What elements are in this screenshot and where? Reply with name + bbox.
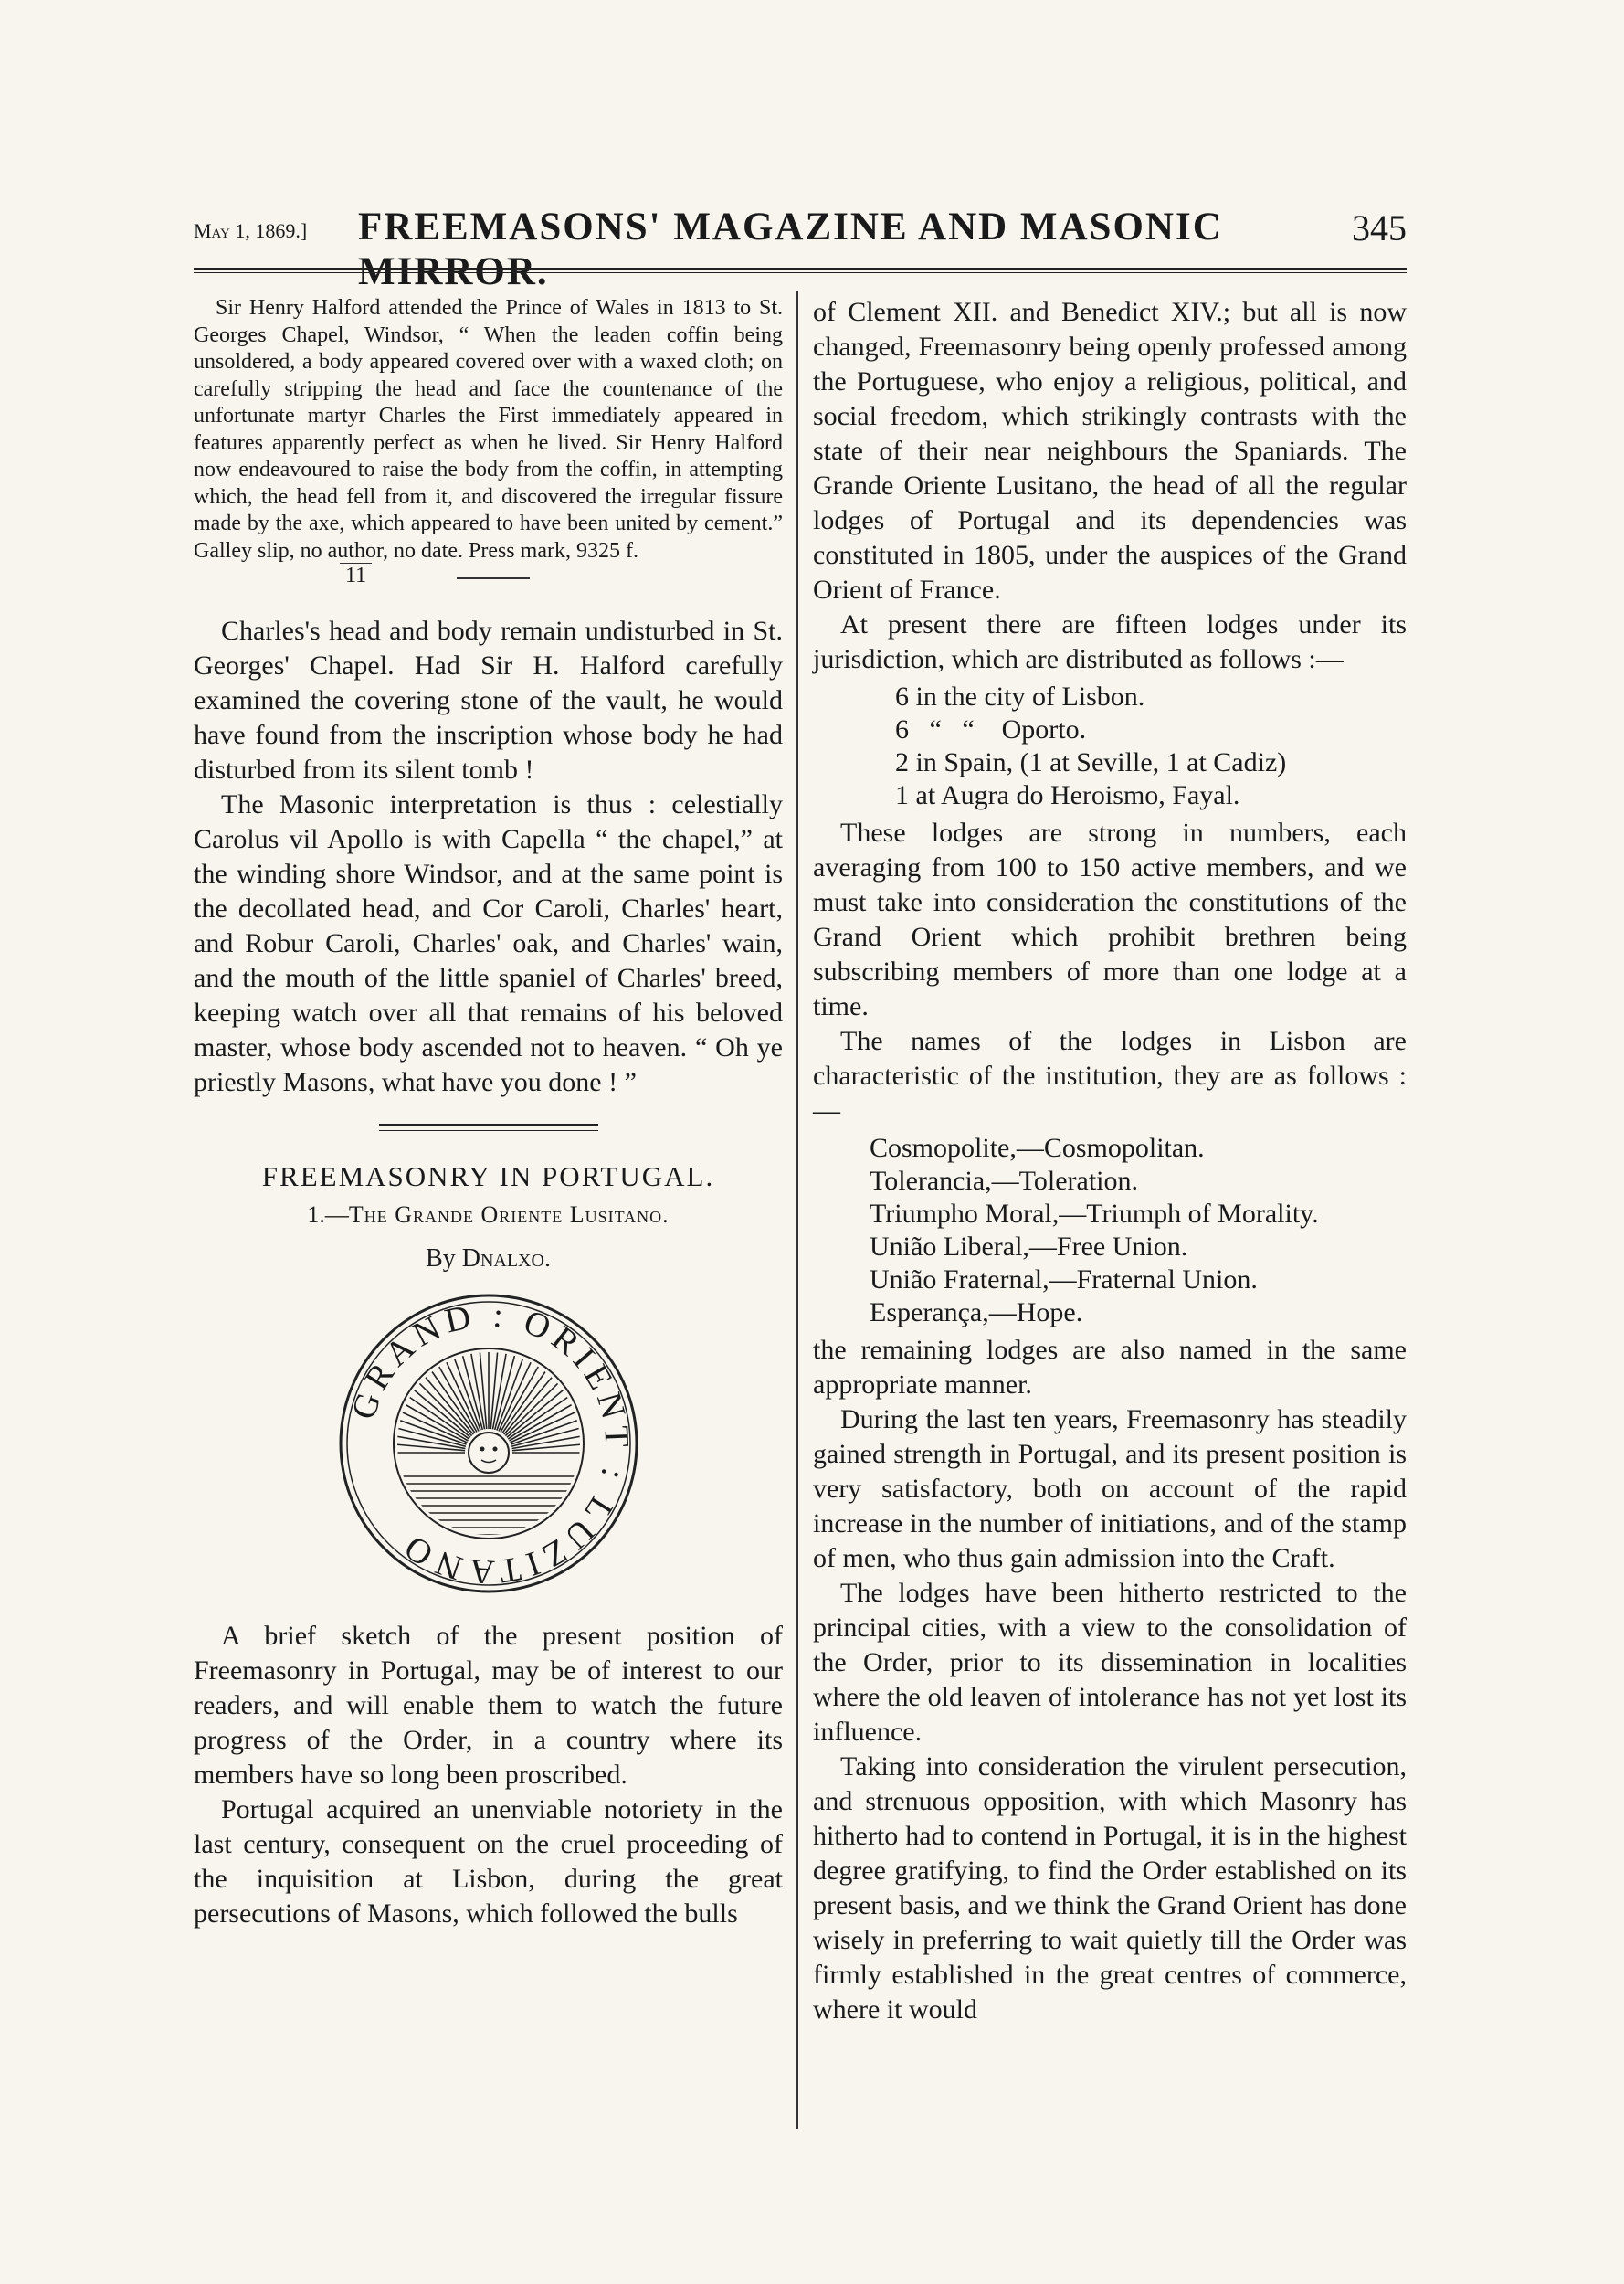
paragraph-jurisdiction: At present there are fifteen lodges under its jurisdiction, which are distributed as follows :— xyxy=(813,609,1407,674)
sun-face-icon xyxy=(469,1433,509,1473)
paragraph-clement: of Clement XII. and Benedict XIV.; but all is now changed, Freemasonry being openly professed among the Portuguese, who enjoy a religious, political, and social freedom, which strikingly contrasts with the state of their near neighbours the Spaniards. The Grande Oriente Lusitano, the head of all the regular lodges of Portugal and its dependencies was constituted in 1805, under the auspices of the Grand Orient of France. xyxy=(813,297,1407,605)
magazine-title: FREEMASONS' MAGAZINE AND MASONIC MIRROR. xyxy=(358,206,1223,293)
footnote-text: Sir Henry Halford attended the Prince of Wales in 1813 to St. Georges Chapel, Windsor, “ When the leaden coffin being unsoldered, a body appeared covered over with a waxed cloth; on carefully stripping the head and face the countenance of the unfortunate martyr Charles the First immediately appeared in features apparently perfect as when he lived. Sir Henry Halford now endeavoured to raise the body from the coffin, in attempting which, the head fell from it, and discovered the irregular fissure made by the axe, which appeared to have been united by cement.” Galley slip, no author, no date. Press mark, 9325 f. xyxy=(194,296,783,563)
article-subtitle xyxy=(194,1199,783,1232)
paragraph-remaining-lodges: the remaining lodges are also named in the same appropriate manner. xyxy=(813,1335,1407,1400)
article-title: FREEMASONRY IN PORTUGAL. xyxy=(261,1160,715,1192)
paragraph-restricted: The lodges have been hitherto restricted to the principal cities, with a view to the consolidation of the Order, prior to its dissemination in localities where the old leaven of intolerance has not yet lost its influence. xyxy=(813,1578,1407,1747)
paragraph-masonic-interpretation: The Masonic interpretation is thus : celestially Carolus vil Apollo is with Capella “ the chapel,” at the winding shore Windsor, and at the same point is the decollated head, and Cor Caroli, Charles' heart, and Robur Caroli, Charles' oak, and Charles' wain, and the mouth of the little spaniel of Charles' breed, keeping watch over all that remains of his beloved master, whose body ascended not to heaven. “ Oh ye priestly Masons, what have you done ! ” xyxy=(194,789,783,1097)
header-rule xyxy=(194,268,1407,270)
list-item: União Fraternal,—Fraternal Union. xyxy=(870,1264,1258,1295)
footnote-marker xyxy=(194,565,783,596)
article-byline xyxy=(194,1242,783,1275)
list-item: 6 “ “ Oporto. xyxy=(895,714,1087,745)
seal-inscription: GRAND : ORIENT : LUZITANO xyxy=(343,1295,636,1591)
column-divider xyxy=(796,291,798,2129)
byline-author: Dnalxo. xyxy=(461,1244,551,1273)
paragraph-lodge-strength: These lodges are strong in numbers, each averaging from 100 to 150 active members, and we must take into consideration the constitutions of the Grand Orient which prohibit brethren being subscribing members of more than one lodge at a time. xyxy=(813,818,1407,1021)
left-column xyxy=(194,295,783,1931)
footnote-number: 11 xyxy=(340,563,372,588)
paragraph-brief-sketch: A brief sketch of the present position of Freemasonry in Portugal, may be of interest to our readers, and will enable them to watch the future progress of the Order, in a country where its members have so long been proscribed. xyxy=(194,1621,783,1790)
paragraph-notoriety: Portugal acquired an unenviable notoriety in the last century, consequent on the cruel proceeding of the inquisition at Lisbon, during the great persecutions of Masons, which followed the bulls xyxy=(194,1794,783,1929)
list-item: Triumpho Moral,—Triumph of Morality. xyxy=(870,1199,1319,1229)
article-subtitle-text: The Grande Oriente Lusitano. xyxy=(348,1201,670,1228)
lodge-distribution-list xyxy=(813,681,1407,812)
page-header xyxy=(194,199,1407,293)
paragraph-lodge-names-intro: The names of the lodges in Lisbon are characteristic of the institution, they are as follows :— xyxy=(813,1026,1407,1126)
list-item: Esperança,—Hope. xyxy=(870,1297,1083,1327)
list-item: 6 in the city of Lisbon. xyxy=(895,682,1145,712)
list-item: 2 in Spain, (1 at Seville, 1 at Cadiz) xyxy=(895,747,1287,777)
grand-orient-seal-image xyxy=(333,1288,644,1599)
article-separator xyxy=(379,1124,598,1131)
list-item: Cosmopolite,—Cosmopolitan. xyxy=(870,1133,1205,1163)
article-subtitle-number: 1.— xyxy=(307,1201,349,1228)
paragraph-last-ten-years: During the last ten years, Freemasonry has steadily gained strength in Portugal, and its present position is very satisfactory, both on account of the rapid increase in the number of initiations, and of the stamp of men, who thus gain admission into the Craft. xyxy=(813,1404,1407,1573)
right-column xyxy=(813,295,1407,2027)
list-item: União Liberal,—Free Union. xyxy=(870,1232,1188,1262)
issue-date: May 1, 1869.] xyxy=(194,219,308,242)
header-rule-thin xyxy=(194,272,1407,273)
list-item: Tolerancia,—Toleration. xyxy=(870,1166,1139,1196)
list-item: 1 at Augra do Heroismo, Fayal. xyxy=(895,780,1240,810)
section-dash xyxy=(457,577,530,579)
paragraph-persecution: Taking into consideration the virulent persecution, and strenuous opposition, with which Masonry has hitherto had to contend in Portugal, it is in the highest degree gratifying, to find the Order established on its present basis, and we think the Grand Orient has done wisely in preferring to wait quietly till the Order was firmly established in the great centres of commerce, where it would xyxy=(813,1751,1407,2025)
lodge-names-list xyxy=(813,1132,1407,1329)
byline-prefix: By xyxy=(426,1244,456,1273)
paragraph-charles-head: Charles's head and body remain undisturbed in St. Georges' Chapel. Had Sir H. Halford carefully examined the covering stone of the vault, he would have found from the inscription whose body he had disturbed from its silent tomb ! xyxy=(194,616,783,785)
page-number: 345 xyxy=(1352,207,1407,248)
